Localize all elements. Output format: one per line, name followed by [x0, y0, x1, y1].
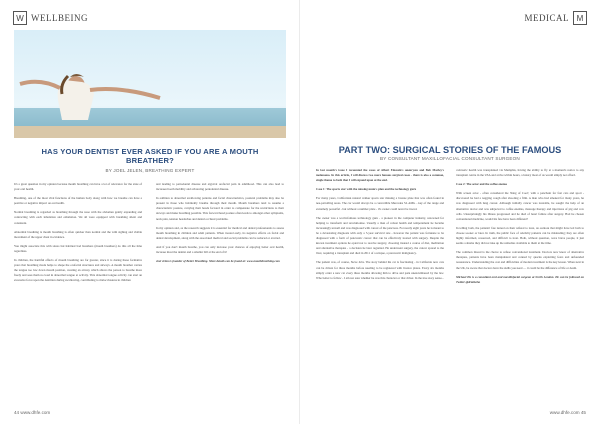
hero-image-woman-breathing — [14, 30, 286, 138]
paragraph: You might associate this with stress but habitual bad breathers (mouth breathers) do this all the time regardless. — [14, 243, 142, 253]
section-header-wellbeing — [13, 10, 92, 26]
article-headline: HAS YOUR DENTIST EVER ASKED IF YOU ARE A MOUTH BREATHER? — [41, 147, 259, 165]
article-column-1 — [316, 168, 444, 285]
article-column-1 — [14, 182, 142, 288]
paragraph: With screen actor - often considered the 'King of Cool', with a penchant for fast cars and sport - discovered he had a nagging cough after shooting a film. A man who had smoked for many years, he was diagnosed with lung cancer. Although initially cancer was treatable, he sought the help of an alternative doctor and was subjected to coffee enemas, massage therapy and injections of pig and cow cells. Unsurprisingly his illness progressed and he died of heart failure after surgery. Had he chosen conventional medicine, would his fate have been different? — [456, 191, 584, 221]
paragraph: In last month's issue I recounted the cases of Albert Einstein's aneurysm and Bob Marley's melanoma. In this article, I will discuss two more famous surgical cases - there is also a common, single theme to both that I will expand upon at the end. — [316, 168, 444, 183]
author-note: Joel Jelen is founder of Better Breathing. More details can be found at: www.mouthbreathing.com — [156, 259, 280, 264]
article-headline: PART TWO: SURGICAL STORIES OF THE FAMOUS — [338, 145, 562, 155]
section-logo-icon: W — [13, 11, 27, 25]
paragraph: The common thread is the choice to refuse conventional treatment. Doctors now know of alternative therapies, patients have been manipulated and conned by quacks exploiting fears and unfounded reassurance. Understanding the cost and difficulties of modern treatment is the key lesson. When next in the UK, be aware that doctors have the skills you need — it could be the difference of life or death. — [456, 250, 584, 270]
hero-photo — [14, 30, 286, 138]
paragraph: It's a great question in my opinion because mouth breathing can have a lot of relevance for the state of your oral health. — [14, 182, 142, 192]
paragraph: Normal breathing is regarded as breathing through the nose with the abdomen gently expanding and contracting with each inhalation and exhalation. We all were equipped with breathing silent and consistent. — [14, 210, 142, 225]
paragraph: The owner was a world-famous technology guru - a pioneer in the computer industry, renowned for helping to transform and revolutionise. Usually a man of robust health and temperament he became increasingly unwell and was diagnosed with cancer of the pancreas. For nearly eight years he is meant to be a devastating diagnosis with only a 5-year survival rate - however the patient was fortunate to be diagnosed with a form of pancreatic cancer that can be effectively treated with surgery. Despite the known treatment options he opted not to receive surgery, choosing instead a course of diet, meditation and alternative therapies - a decision he later regretted. He underwent surgery, the cancer spread to the liver, requiring a transplant and died in 2011 of a relapse, a pancreatic malignancy. — [316, 215, 444, 256]
subheading: Case 2: The actor and the coffee enema — [456, 182, 507, 187]
paragraph: In telling both, the patients' fate turned on their refusal to treat, an outlook that might have led both to choose sooner or later. In truth, the public face of celebrity patients can be misleading; they are often highly informed, resourced, and difficult to treat. Both, without question, were brave people, it just seems a shame they did not take up the remedies available to them at the time. — [456, 225, 584, 246]
article-byline: BY CONSULTANT MAXILLOFACIAL CONSULTANT SURGEON — [380, 156, 520, 161]
article-column-2 — [456, 168, 584, 289]
right-page — [300, 0, 600, 424]
author-note: Michael Ho is a consultant oral and maxillofacial surgeon at North London. He can be followed on Twitter @drmikeho — [456, 274, 584, 284]
paragraph: cadaveric health was transplanted via Memphis, having the ability to fly at a moment's notice to any transplant centre in the USA and arrive within hours, a luxury most of us would simply not afford. — [456, 168, 584, 178]
paragraph: Breathing, one of the most vital functions of the human body along with how we breathe can have a positive or negative impact on our health. — [14, 196, 142, 206]
paragraph: and leading to periodontal disease and atypical orofacial pain in adulthood. This can also lead to increased tooth mobility and advancing periodontal disease. — [156, 182, 284, 192]
article-column-2 — [156, 182, 284, 268]
section-header-medical — [521, 10, 588, 26]
page-number: 44 www.dhfe.com — [14, 410, 51, 415]
section-logo-icon: M — [573, 11, 587, 25]
paragraph: In my opinion and, as the research suggests it is essential for medical and dental professionals to assess mouth breathing in children and adult patients. When treated early, its negative effects on facial and dental development, along with the associated medical and social problems can be reduced or averted. — [156, 225, 284, 240]
paragraph: And if you don't mouth breathe, you can only increase your chances of enjoying better oral health, increase most the dentist and a smaller bill at the end of it! — [156, 244, 284, 255]
paragraph: The patient was, of course, Steve Jobs. The story behind his car is fascinating - in California new cars can be driven for three months before needing to be registered with licence plates. Every six months simply order a new car every three months allowing him to drive and park unencumbered by the law. Who better to follow - I am not sure whether he was this character or that driver. In the true story sense... — [316, 260, 444, 280]
page-number: www.dhfe.com 45 — [549, 410, 586, 415]
paragraph: Abnormal breathing is mouth breathing is often quicker than normal and the with sighing and visible movement of the upper chest in evidence. — [14, 229, 142, 239]
paragraph: In children, the harmful effects of mouth breathing are far greater, since it is during these formative years that breathing mode helps to shape the orofacial structures and airways. A mouth breather carries the tongue too low down mouth position, creating an airway which allows the person to breathe more freely and sees them no loud in abnormal tongue at activity. This abnormal tongue activity can start an excessive force upon the dentition during swallowing, contributing to malocclusions in children — [14, 258, 142, 283]
paragraph: In addition to abnormal swallowing patterns and facial characteristics, postural problems may also be present in those who habitually breathe through their mouth. Mouth breathers tend to assume a characteristic posture, carrying their heads forward in order to compensate for the restrictions to their airways and make breathing possible. This forward head posture often leads to amongst other symptoms, neck pain, tension headaches and dental occlusal problems. — [156, 196, 284, 221]
article-byline: BY JOEL JELEN, BREATHING EXPERT — [105, 168, 195, 173]
subheading: Case 1: The sports star with the missing mum's plan and the technology guru — [316, 187, 417, 192]
section-label: WELLBEING — [31, 13, 88, 23]
paragraph: For many years, Californian natural walker sports star missing a bronze plate that was often found in nee-patrolling areas. The car would always be a convertible Mercedes SL AMG - key of the range and extremely powerful - but without a number plate - it's owner could never be traced. — [316, 196, 444, 211]
section-label: MEDICAL — [524, 13, 569, 23]
